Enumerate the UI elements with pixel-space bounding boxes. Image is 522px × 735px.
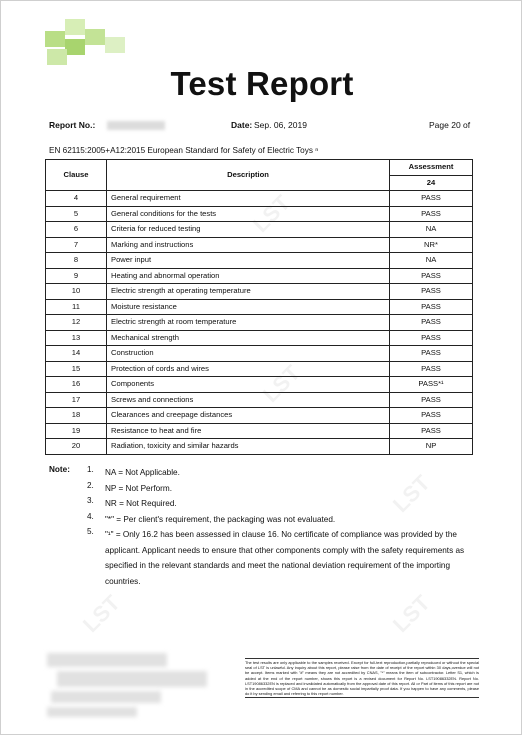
watermark: LST	[77, 590, 125, 638]
result-cell: PASS	[390, 284, 473, 300]
description-cell: Screws and connections	[107, 392, 390, 408]
table-row	[46, 268, 473, 284]
clause-cell: 14	[46, 346, 107, 362]
watermark: LST	[387, 470, 435, 518]
table-row	[46, 315, 473, 331]
header-assessment-number: 24	[390, 175, 473, 191]
clause-cell: 20	[46, 439, 107, 455]
result-cell: PASS	[390, 408, 473, 424]
header-clause: Clause	[46, 160, 107, 191]
table-row	[46, 439, 473, 455]
description-cell: Moisture resistance	[107, 299, 390, 315]
clause-cell: 16	[46, 377, 107, 393]
clause-cell: 8	[46, 253, 107, 269]
note-text: NA = Not Applicable.	[105, 468, 180, 477]
clause-cell: 4	[46, 191, 107, 207]
result-cell: PASS	[390, 392, 473, 408]
report-no-label: Report No.:	[49, 120, 96, 130]
description-cell: Protection of cords and wires	[107, 361, 390, 377]
table-row	[46, 361, 473, 377]
description-cell: General conditions for the tests	[107, 206, 390, 222]
table-row	[46, 392, 473, 408]
clause-cell: 6	[46, 222, 107, 238]
result-cell: PASS	[390, 191, 473, 207]
description-cell: Heating and abnormal operation	[107, 268, 390, 284]
note-text: "*" = Per client's requirement, the packaging was not evaluated.	[105, 514, 336, 524]
result-cell: PASS	[390, 346, 473, 362]
description-cell: Radiation, toxicity and similar hazards	[107, 439, 390, 455]
description-cell: Clearances and creepage distances	[107, 408, 390, 424]
description-cell: Components	[107, 377, 390, 393]
page-title: Test Report	[170, 65, 354, 102]
note-number: 4.	[87, 511, 94, 521]
note-text: "¹" = Only 16.2 has been assessed in clause 16. No certificate of compliance was provided by the applicant. Applicant needs to ensure that other components comply with the safety requirements as specified in the relevant standards and meet the national deviation requirement of the importing countries.	[105, 530, 465, 586]
signature-block-redacted	[47, 653, 211, 719]
description-cell: Marking and instructions	[107, 237, 390, 253]
clause-cell: 5	[46, 206, 107, 222]
result-cell: NR*	[390, 237, 473, 253]
table-row	[46, 330, 473, 346]
table-row	[46, 346, 473, 362]
standard-title: EN 62115:2005+A12:2015 European Standard for Safety of Electric Toys ⁿ	[49, 146, 319, 155]
table-row	[46, 206, 473, 222]
result-cell: PASS	[390, 299, 473, 315]
notes-label: Note:	[49, 465, 70, 474]
note-text: NR = Not Required.	[105, 499, 177, 508]
clause-cell: 18	[46, 408, 107, 424]
result-cell: PASS	[390, 423, 473, 439]
clause-cell: 19	[46, 423, 107, 439]
result-cell: NA	[390, 222, 473, 238]
description-cell: Power input	[107, 253, 390, 269]
watermark: LST	[257, 360, 305, 408]
date-label: Date:	[231, 120, 253, 130]
note-number: 1.	[87, 465, 94, 474]
result-cell: PASS	[390, 315, 473, 331]
result-cell: PASS	[390, 206, 473, 222]
clause-cell: 10	[46, 284, 107, 300]
assessment-table	[45, 159, 473, 455]
note-number: 3.	[87, 496, 94, 505]
result-cell: PASS	[390, 330, 473, 346]
description-cell: Construction	[107, 346, 390, 362]
date-value: Sep. 06, 2019	[254, 120, 307, 130]
clause-cell: 12	[46, 315, 107, 331]
result-cell: NP	[390, 439, 473, 455]
clause-cell: 7	[46, 237, 107, 253]
clause-cell: 9	[46, 268, 107, 284]
table-row	[46, 408, 473, 424]
table-row	[46, 377, 473, 393]
page-number: Page 20 of	[429, 120, 471, 130]
watermark: LST	[387, 590, 435, 638]
description-cell: Mechanical strength	[107, 330, 390, 346]
table-row	[46, 253, 473, 269]
description-cell: Electric strength at operating temperature	[107, 284, 390, 300]
clause-cell: 11	[46, 299, 107, 315]
result-cell: NA	[390, 253, 473, 269]
result-cell: PASS*¹	[390, 377, 473, 393]
result-cell: PASS	[390, 268, 473, 284]
clause-cell: 15	[46, 361, 107, 377]
table-row	[46, 284, 473, 300]
description-cell: Electric strength at room temperature	[107, 315, 390, 331]
note-number: 5.	[87, 527, 94, 536]
company-logo	[45, 15, 133, 63]
table-row	[46, 237, 473, 253]
table-row	[46, 191, 473, 207]
description-cell: Resistance to heat and fire	[107, 423, 390, 439]
clause-cell: 17	[46, 392, 107, 408]
description-cell: General requirement	[107, 191, 390, 207]
report-no-redacted	[107, 121, 165, 130]
table-row	[46, 222, 473, 238]
note-number: 2.	[87, 480, 94, 490]
note-text: NP = Not Perform.	[105, 483, 172, 493]
clause-cell: 13	[46, 330, 107, 346]
disclaimer-text: The test results are only applicable to the samples received. Except for full-text reproduction,partially reproduced or without the special seal of LST is unlawful. Any inquiry about this report, please raise from the date of receipt of the report within 30 days,overdue will not be accept. Items marked with "#" means they are not accredited by CNAS, "*" means the item of subcontractor. Letter S1, which is added at the end of the report number, shows this report is a revised document for Report No. LST19086332EN. Report No. LST19086332EN is replaced and invalidated automatically from the approval date of this report. All or Part of items of this report are not in the accredited scope of CMA and cannot be as domestic social impartially proof data. If you happen to have any comments, please do it by sending email and referring to this report number.	[245, 658, 479, 698]
description-cell: Criteria for reduced testing	[107, 222, 390, 238]
table-row	[46, 299, 473, 315]
table-row	[46, 423, 473, 439]
result-cell: PASS	[390, 361, 473, 377]
watermark: LST	[247, 190, 295, 238]
header-assessment: Assessment	[390, 160, 473, 176]
header-description: Description	[107, 160, 390, 191]
